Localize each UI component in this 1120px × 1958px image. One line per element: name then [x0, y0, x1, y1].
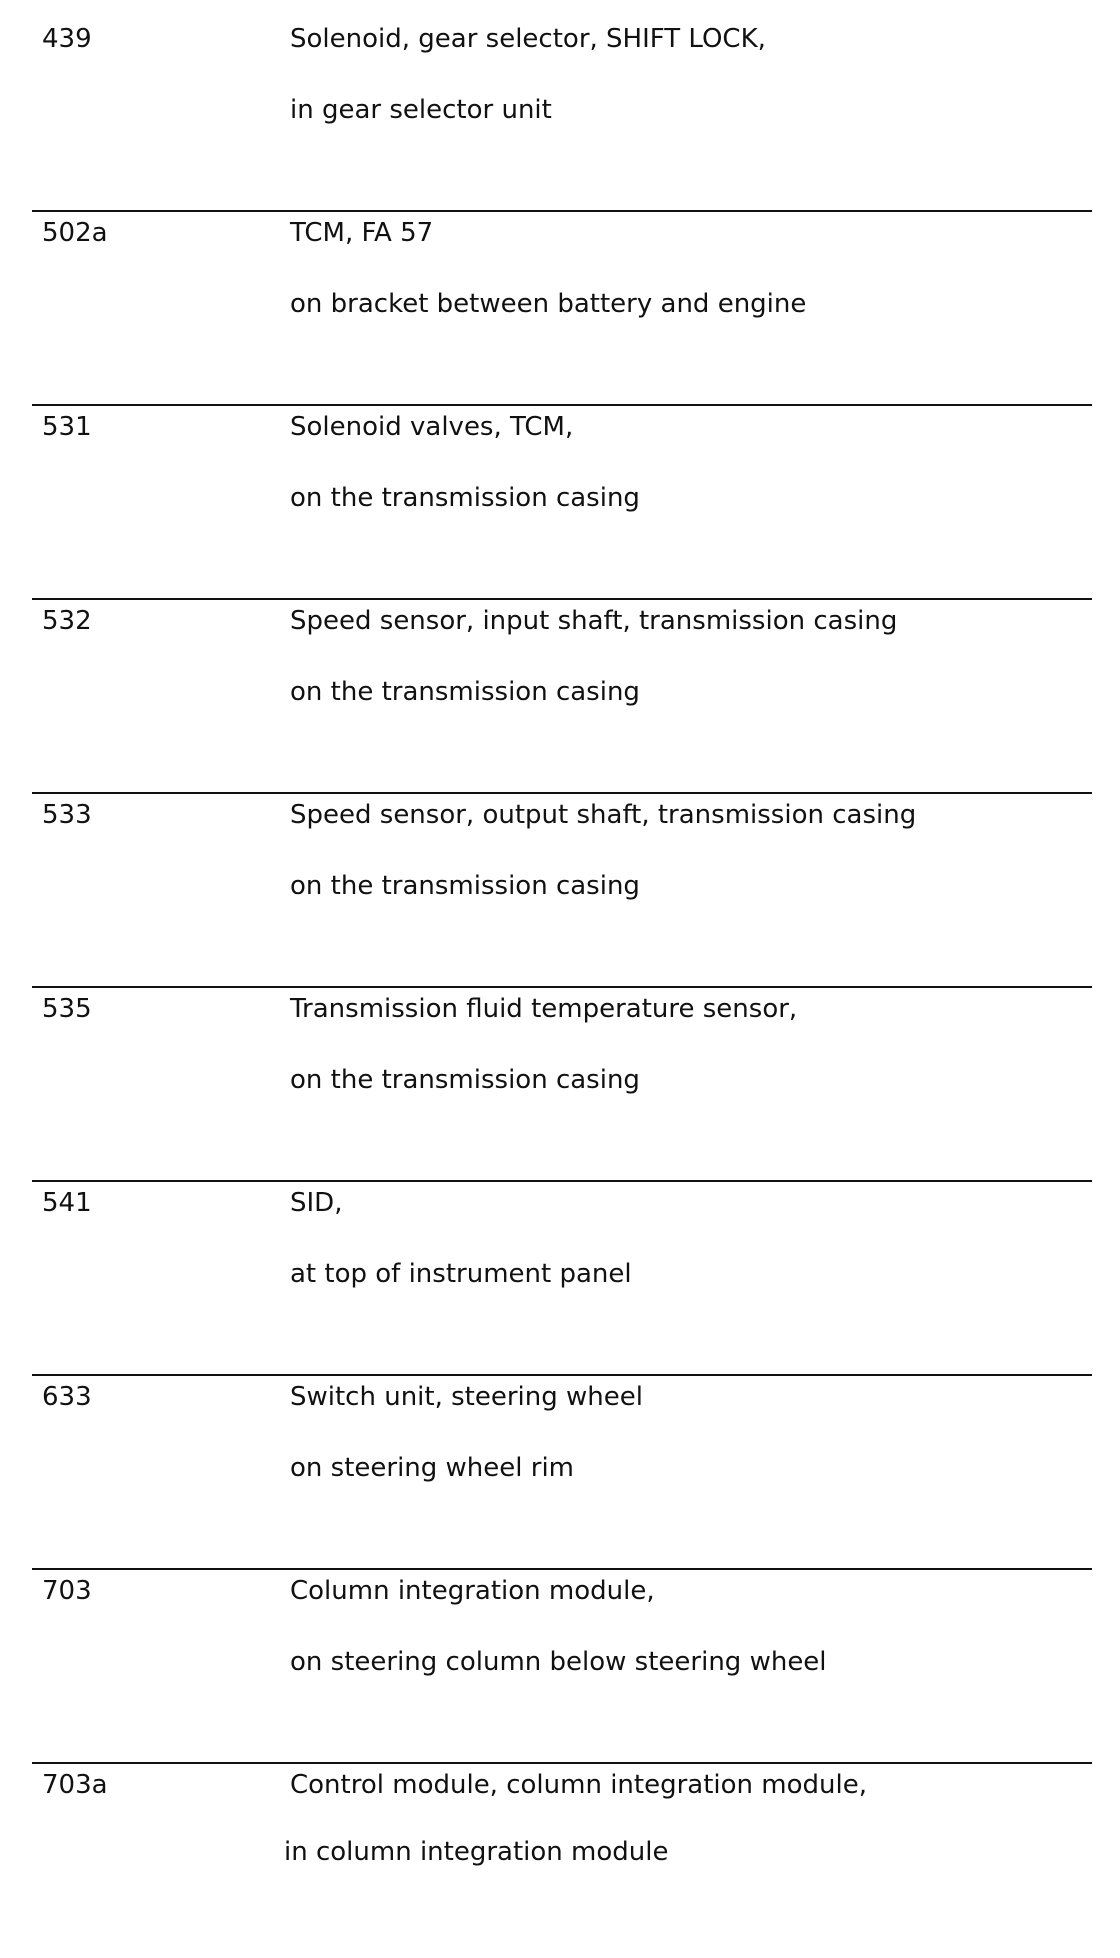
row-divider — [32, 1180, 1092, 1182]
component-code: 532 — [42, 606, 92, 636]
row-divider — [32, 210, 1092, 212]
component-code: 439 — [42, 24, 92, 54]
component-description: Solenoid valves, TCM, — [290, 412, 574, 442]
component-code: 633 — [42, 1382, 92, 1412]
component-code: 535 — [42, 994, 92, 1024]
component-description: Switch unit, steering wheel — [290, 1382, 643, 1412]
row-divider — [32, 986, 1092, 988]
component-code: 703 — [42, 1576, 92, 1606]
component-location: on steering wheel rim — [290, 1453, 575, 1483]
row-divider — [32, 1762, 1092, 1764]
component-description: TCM, FA 57 — [290, 218, 434, 248]
component-location: on the transmission casing — [290, 677, 640, 707]
component-code: 502a — [42, 218, 108, 248]
component-location: on steering column below steering wheel — [290, 1647, 827, 1677]
component-location: on the transmission casing — [290, 871, 640, 901]
component-location: on the transmission casing — [290, 483, 640, 513]
list-item — [32, 986, 1092, 1182]
component-location: on bracket between battery and engine — [290, 289, 807, 319]
list-item — [32, 1568, 1092, 1764]
list-item — [32, 16, 1092, 212]
row-divider — [32, 1568, 1092, 1570]
list-item — [32, 210, 1092, 406]
list-item — [32, 1374, 1092, 1570]
component-code: 541 — [42, 1188, 92, 1218]
list-item — [32, 404, 1092, 600]
list-item — [32, 792, 1092, 988]
component-location: in column integration module — [284, 1837, 669, 1867]
component-code: 533 — [42, 800, 92, 830]
list-item — [32, 1762, 1092, 1958]
component-code: 703a — [42, 1770, 108, 1800]
component-location: at top of instrument panel — [290, 1259, 632, 1289]
row-divider — [32, 598, 1092, 600]
list-item — [32, 598, 1092, 794]
row-divider — [32, 792, 1092, 794]
component-description: Speed sensor, input shaft, transmission casing — [290, 606, 898, 636]
component-description: Control module, column integration module, — [290, 1770, 867, 1800]
component-description: Column integration module, — [290, 1576, 655, 1606]
row-divider — [32, 404, 1092, 406]
component-location: on the transmission casing — [290, 1065, 640, 1095]
component-description: Solenoid, gear selector, SHIFT LOCK, — [290, 24, 766, 54]
component-description: Transmission fluid temperature sensor, — [290, 994, 798, 1024]
component-description: SID, — [290, 1188, 343, 1218]
row-divider — [32, 1374, 1092, 1376]
list-item — [32, 1180, 1092, 1376]
component-description: Speed sensor, output shaft, transmission casing — [290, 800, 917, 830]
component-code: 531 — [42, 412, 92, 442]
component-location: in gear selector unit — [290, 95, 552, 125]
